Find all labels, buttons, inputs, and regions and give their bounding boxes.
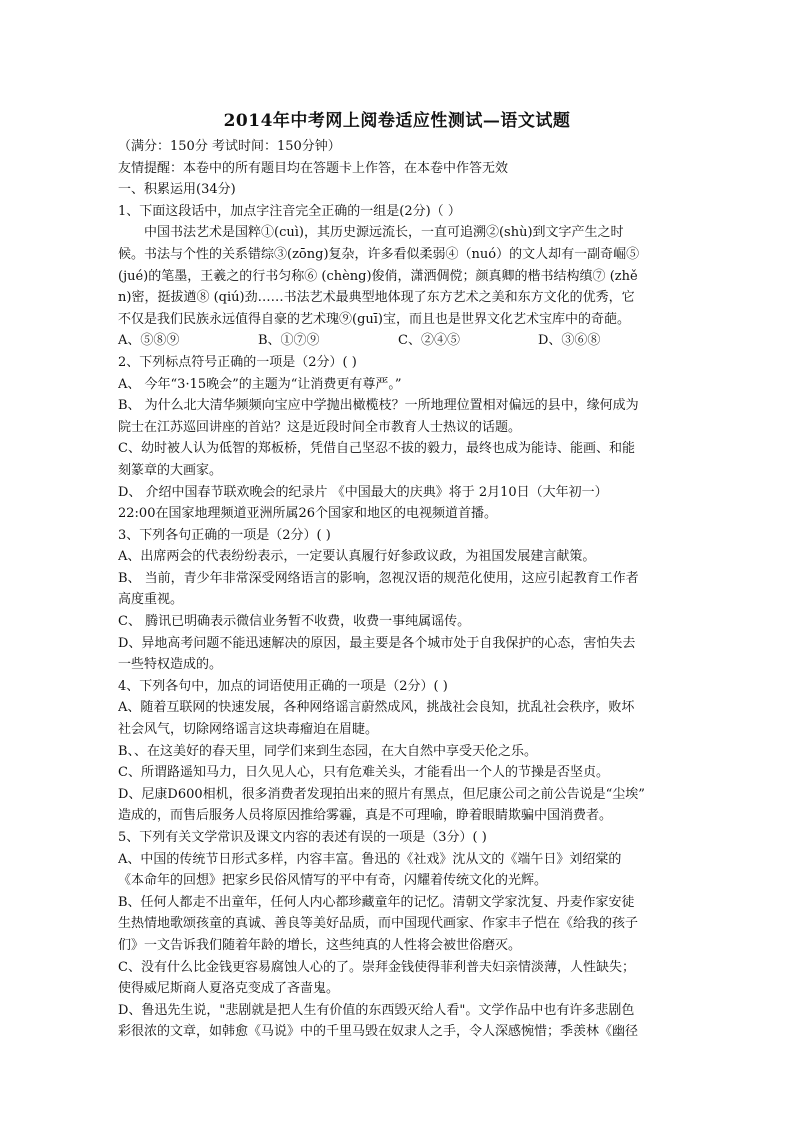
question-5-line: C、没有什么比金钱更容易腐蚀人心的了。崇拜金钱使得菲利普夫妇亲情淡薄，人性缺失； [118, 959, 635, 975]
question-5-line: 彩很浓的文章，如韩愈《马说》中的千里马毁在奴隶人之手，令人深感惋惜；季羡林《幽径 [118, 1024, 639, 1040]
question-3-line: 高度重视。 [118, 592, 184, 608]
question-4-line: D、尼康D600相机，很多消费者发现拍出来的照片有黑点，但尼康公司之前公告说是“尘埃” [118, 786, 645, 802]
question-3-line: D、异地高考问题不能迅速解决的原因，最主要是各个城市处于自我保护的心态，害怕失去 [118, 635, 636, 651]
exam-title: 2014年中考网上阅卷适应性测试—语文试题 [223, 111, 571, 131]
question-1-passage-line: 不仅是我们民族永远值得自豪的艺术瑰⑨(guī)宝，而且也是世界文化艺术宝库中的奇葩。 [118, 311, 630, 327]
question-5-line: 使得威尼斯商人夏洛克变成了吝啬鬼。 [118, 981, 340, 997]
question-1-passage-line: 中国书法艺术是国粹①(cuì)，其历史源远流长，一直可追溯②(shù)到文字产生之时 [144, 225, 624, 241]
choice-c: C、②④⑤ [398, 333, 460, 349]
question-3-line: C、 腾讯已明确表示微信业务暂不收费，收费一事纯属谣传。 [118, 614, 471, 630]
question-2-line: B、 为什么北大清华频频向宝应中学抛出橄榄枝？一所地理位置相对偏远的县中，缘何成为 [118, 398, 639, 414]
choice-a: A、⑤⑧⑨ [118, 333, 180, 349]
question-2-stem: 2、下列标点符号正确的一项是（2分）( ) [118, 354, 357, 370]
question-2-line: C、幼时被人认为低智的郑板桥，凭借自己坚忍不拔的毅力，最终也成为能诗、能画、和能 [118, 441, 635, 457]
question-4-stem: 4、下列各句中，加点的词语使用正确的一项是（2分）( ) [118, 678, 448, 694]
question-5-line: 《本命年的回想》把家乡民俗风情写的平中有奇，闪耀着传统文化的光辉。 [118, 873, 548, 889]
question-1-passage-line: n)密，挺拔遒⑧ (qiú)劲……书法艺术最典型地体现了东方艺术之美和东方文化的优秀，它 [118, 290, 635, 306]
question-3-line: B、 当前，青少年非常深受网络语言的影响，忽视汉语的规范化使用，这应引起教育工作者 [118, 570, 639, 586]
question-4-line: A、随着互联网的快速发展，各种网络谣言蔚然成风，挑战社会良知，扰乱社会秩序，败坏 [118, 700, 635, 716]
exam-content [118, 136, 678, 1043]
question-2-line: D、 介绍中国春节联欢晚会的纪录片 《中国最大的庆典》将于 2月10日（大年初一） [118, 484, 608, 500]
question-2-line: A、 今年“3·15晚会”的主题为“让消费更有尊严。” [118, 376, 402, 392]
question-3-line: 一些特权造成的。 [118, 657, 223, 673]
question-5-line: A、中国的传统节日形式多样，内容丰富。鲁迅的《社戏》沈从文的《端午日》刘绍棠的 [118, 851, 622, 867]
question-1-passage-line: 候。书法与个性的关系错综③(zōng)复杂，许多看似柔弱④（nuó）的文人却有一副奇崛⑤ [118, 246, 640, 262]
question-2-line: 22:00在国家地理频道亚洲所属26个国家和地区的电视频道首播。 [118, 506, 498, 522]
choice-d: D、③⑥⑧ [538, 333, 601, 349]
question-2-line: 院士在江苏巡回讲座的首站？这是近段时间全市教育人士热议的话题。 [118, 419, 522, 435]
exam-meta: （满分：150分 考试时间：150分钟） [118, 139, 341, 154]
question-5-line: 生热情地歌颂孩童的真诚、善良等美好品质，而中国现代画家、作家丰子恺在《给我的孩子 [118, 916, 639, 932]
question-4-line: B、、在这美好的春天里，同学们来到生态园，在大自然中享受天伦之乐。 [118, 743, 538, 759]
question-1-stem: 1、下面这段话中，加点字注音完全正确的一组是(2分)（ ） [118, 203, 461, 219]
question-3-stem: 3、下列各句正确的一项是（2分）( ) [118, 527, 331, 543]
question-5-line: B、任何人都走不出童年，任何人内心都珍藏童年的记忆。清朝文学家沈复、丹麦作家安徒 [118, 894, 635, 910]
question-1-choices [118, 330, 678, 352]
question-3-line: A、出席两会的代表纷纷表示，一定要认真履行好参政议政，为祖国发展建言献策。 [118, 549, 596, 565]
question-4-line: 社会风气，切除网络谣言这块毒瘤迫在眉睫。 [118, 722, 379, 738]
question-5-line: 们》一文告诉我们随着年龄的增长，这些纯真的人性将会被世俗磨灭。 [118, 937, 522, 953]
section-heading: 一、积累运用(34分) [118, 182, 236, 198]
question-4-line: 造成的，而售后服务人员将原因推给雾霾，真是不可理喻，睁着眼睛欺骗中国消费者。 [118, 808, 613, 824]
question-5-line: D、鲁迅先生说，"悲剧就是把人生有价值的东西毁灭给人看"。文学作品中也有许多悲剧色 [118, 1002, 635, 1018]
question-1-passage-line: (jué)的笔墨，王羲之的行书匀称⑥ (chèng)俊俏，潇洒倜傥；颜真卿的楷书结构缜⑦ (zhě [118, 268, 638, 284]
question-2-line: 刻篆章的大画家。 [118, 462, 223, 478]
choice-b: B、①⑦⑨ [258, 333, 320, 349]
reminder-text: 友情提醒：本卷中的所有题目均在答题卡上作答，在本卷中作答无效 [118, 160, 509, 176]
question-5-stem: 5、下列有关文学常识及课文内容的表述有误的一项是（3分）( ) [118, 830, 487, 845]
question-4-line: C、所谓路遥知马力，日久见人心，只有危难关头，才能看出一个人的节操是否坚贞。 [118, 765, 609, 781]
